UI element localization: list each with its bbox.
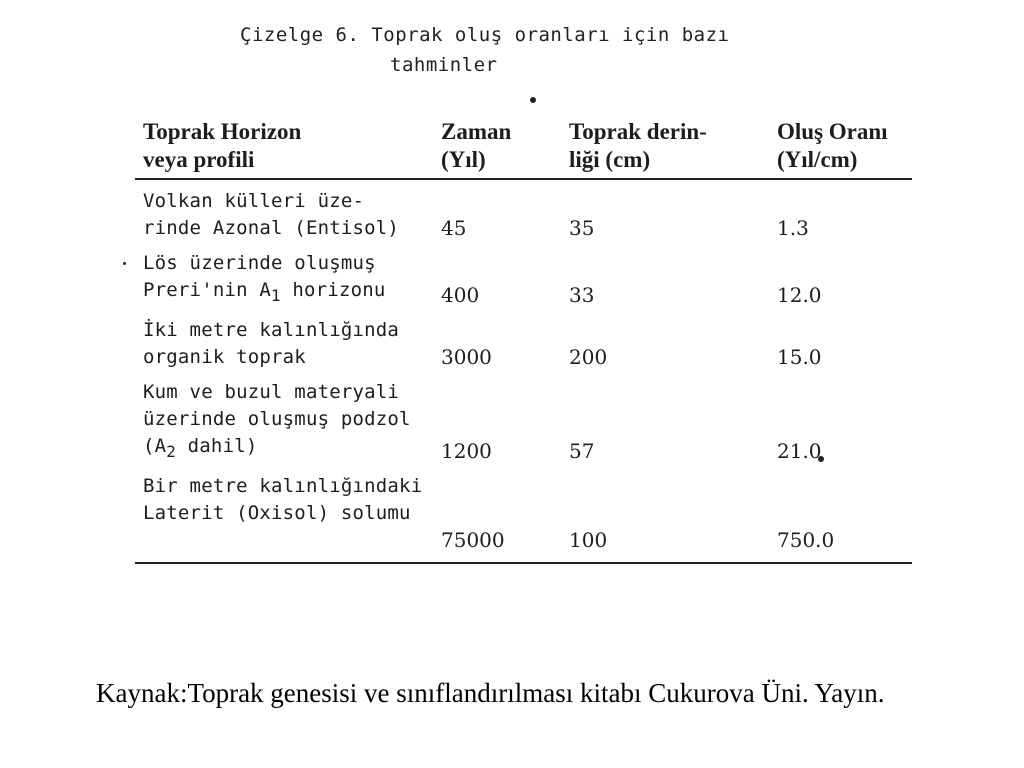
soil-formation-table	[135, 118, 912, 564]
cell-derinlik: 57	[569, 438, 595, 463]
row-description: İki metre kalınlığında organik toprak	[143, 318, 400, 368]
header-zaman: Zaman (Yıl)	[433, 118, 561, 179]
table-row	[135, 465, 912, 563]
row-description: Lös üzerinde oluşmuş Preri'nin $A_1$ horizonu	[143, 252, 386, 305]
cell-zaman: 400	[441, 282, 480, 307]
row-description: Kum ve buzul materyali üzerinde oluşmuş podzol ($A_2$ dahil)	[143, 380, 411, 461]
table-row	[135, 309, 912, 371]
row-description: Bir metre kalınlığındaki Laterit (Oxisol) solumu	[135, 465, 433, 563]
header-horizon: Toprak Horizon veya profili	[135, 118, 433, 179]
cell-oran: 21.0	[777, 438, 822, 463]
table-row	[135, 371, 912, 465]
cell-zaman: 3000	[441, 344, 492, 369]
table-caption	[240, 20, 860, 80]
cell-oran: 1.3	[777, 216, 809, 240]
cell-derinlik: 33	[569, 282, 595, 307]
cell-oran: 750.0	[769, 465, 912, 563]
row-description: Volkan külleri üze- rinde Azonal (Entisol)	[143, 190, 400, 239]
cell-oran: 15.0	[777, 344, 822, 369]
cell-derinlik: 35	[569, 216, 595, 240]
cell-zaman: 45	[441, 216, 467, 240]
cell-oran: 12.0	[777, 282, 822, 307]
header-oran: Oluş Oranı (Yıl/cm)	[769, 118, 912, 179]
scan-speck	[123, 262, 126, 265]
cell-derinlik: 200	[569, 344, 608, 369]
scan-speck	[530, 97, 536, 103]
table-row	[135, 242, 912, 309]
caption-line-2: tahminler	[390, 54, 498, 76]
table-header-row	[135, 118, 912, 179]
caption-line-1: Çizelge 6. Toprak oluş oranları için bazı	[240, 24, 730, 46]
cell-zaman: 75000	[433, 465, 561, 563]
header-derinlik: Toprak derin- liği (cm)	[561, 118, 769, 179]
source-citation: Kaynak:Toprak genesisi ve sınıflandırılması kitabı Cukurova Üni. Yayın.	[96, 678, 885, 708]
cell-derinlik: 100	[561, 465, 769, 563]
cell-zaman: 1200	[441, 438, 492, 463]
table-row	[135, 179, 912, 242]
